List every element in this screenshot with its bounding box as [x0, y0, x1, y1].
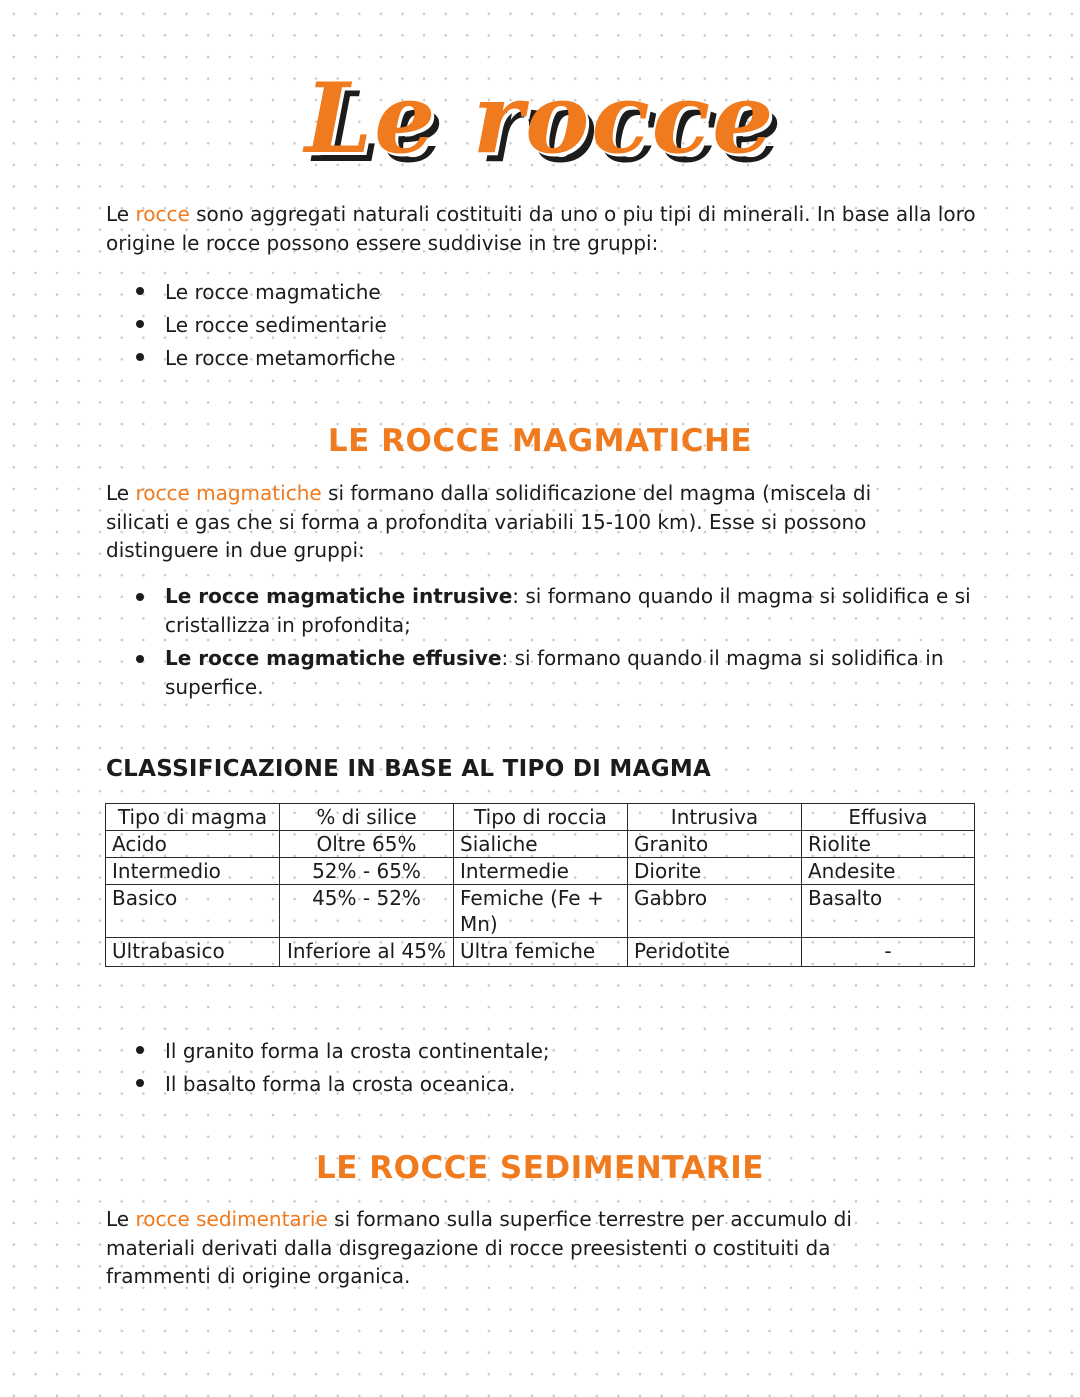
magmatiche-prefix: Le [106, 481, 136, 505]
list-item: Le rocce magmatiche [130, 276, 396, 309]
list-item: Il basalto forma la crosta oceanica. [130, 1068, 550, 1101]
table-row [106, 938, 975, 967]
table-cell: Granito [628, 831, 802, 858]
magmatiche-paragraph [106, 479, 926, 565]
column-header: Intrusiva [628, 804, 802, 831]
table-cell: Basalto [802, 885, 975, 938]
table-cell: Inferiore al 45% [280, 938, 454, 967]
magmatiche-types-list [130, 582, 980, 702]
bullet-term: Le rocce magmatiche effusive [165, 646, 502, 670]
table-cell: Oltre 65% [280, 831, 454, 858]
table-cell: Ultra femiche [454, 938, 628, 967]
bullet-term: Le rocce magmatiche intrusive [165, 584, 513, 608]
sedimentarie-highlight: rocce sedimentarie [135, 1207, 328, 1231]
table-cell: 52% - 65% [280, 858, 454, 885]
intro-highlight: rocce [135, 202, 190, 226]
list-item: Il granito forma la crosta continentale; [130, 1035, 550, 1068]
table-cell: Sialiche [454, 831, 628, 858]
table-header-row [106, 804, 975, 831]
bullet-desc: : si formano quando il magma si solidifica e si cristallizza in profondita; [165, 584, 971, 637]
intro-text: sono aggregati naturali costituiti da uno o piu tipi di minerali. In base alla loro origine le rocce possono essere suddivise in tre gruppi: [106, 202, 976, 255]
table-cell: Ultrabasico [106, 938, 280, 967]
column-header: % di silice [280, 804, 454, 831]
table-row [106, 858, 975, 885]
classification-heading: CLASSIFICAZIONE IN BASE AL TIPO DI MAGMA [106, 756, 712, 782]
table-cell: Basico [106, 885, 280, 938]
list-item [130, 644, 980, 702]
list-item: Le rocce metamorfiche [130, 342, 396, 375]
sedimentarie-paragraph [106, 1205, 926, 1291]
page-title: Le rocce [304, 62, 776, 175]
table-row [106, 885, 975, 938]
intro-prefix: Le [106, 202, 136, 226]
magmatiche-text: si formano dalla solidificazione del magma (miscela di silicati e gas che si forma a profondita variabili 15-100 km). Esse si possono distinguere in due gruppi: [106, 481, 872, 562]
rock-groups-list [130, 276, 396, 375]
table-cell: Acido [106, 831, 280, 858]
table-cell: Riolite [802, 831, 975, 858]
bullet-desc: : si formano quando il magma si solidifica in superfice. [165, 646, 944, 699]
list-item: Le rocce sedimentarie [130, 309, 396, 342]
table-cell: Diorite [628, 858, 802, 885]
table-cell: Intermedie [454, 858, 628, 885]
intro-paragraph [106, 200, 986, 257]
magmatiche-highlight: rocce magmatiche [135, 481, 322, 505]
table-cell: - [802, 938, 975, 967]
table-row [106, 831, 975, 858]
column-header: Tipo di magma [106, 804, 280, 831]
section-heading-sedimentarie: LE ROCCE SEDIMENTARIE [316, 1150, 764, 1186]
list-item [130, 582, 980, 640]
table-cell: Femiche (Fe + Mn) [454, 885, 628, 938]
column-header: Tipo di roccia [454, 804, 628, 831]
table-cell: Intermedio [106, 858, 280, 885]
sedimentarie-text: si formano sulla superfice terrestre per accumulo di materiali derivati dalla disgregazione di rocce preesistenti o costituiti da frammenti di origine organica. [106, 1207, 852, 1288]
sedimentarie-prefix: Le [106, 1207, 136, 1231]
section-heading-magmatiche: LE ROCCE MAGMATICHE [327, 423, 753, 459]
table-cell: Peridotite [628, 938, 802, 967]
table-cell: Andesite [802, 858, 975, 885]
table-cell: 45% - 52% [280, 885, 454, 938]
table-cell: Gabbro [628, 885, 802, 938]
notes-list [130, 1035, 550, 1101]
magma-classification-table [105, 803, 975, 967]
column-header: Effusiva [802, 804, 975, 831]
